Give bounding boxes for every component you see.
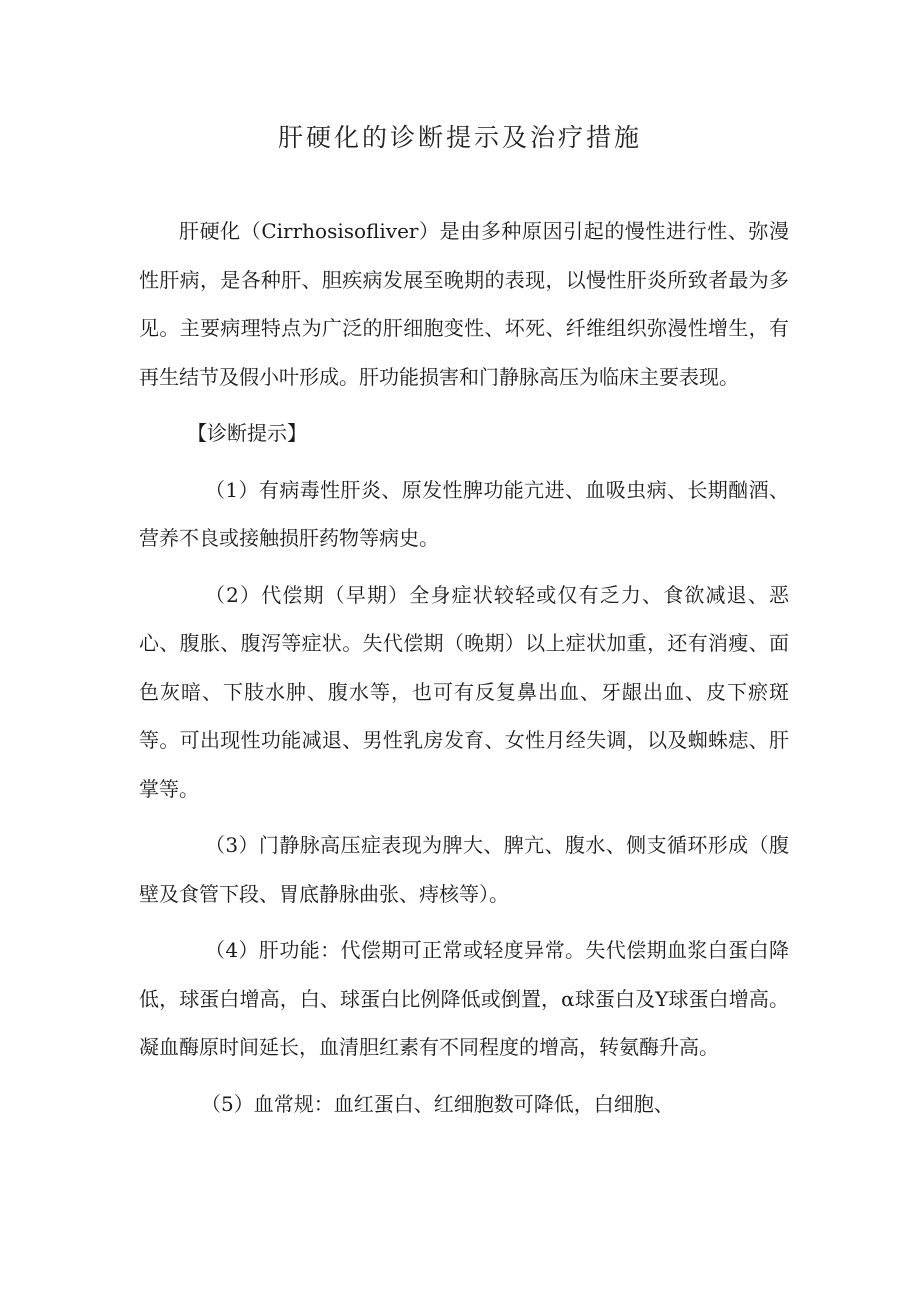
diagnosis-item: （3）门静脉高压症表现为脾大、脾亢、腹水、侧支循环形成（腹壁及食管下段、胃底静脉曲张、痔核等）。 (139, 833, 789, 906)
diagnosis-item: （1）有病毒性肝炎、原发性脾功能亢进、血吸虫病、长期酗酒、营养不良或接触损肝药物等病史。 (139, 477, 789, 550)
document-title: 肝硬化的诊断提示及治疗措施 (277, 123, 642, 152)
document-body (139, 207, 789, 1136)
diagnosis-item: （4）肝功能：代偿期可正常或轻度异常。失代偿期血浆白蛋白降低，球蛋白增高，白、球蛋白比例降低或倒置，α球蛋白及Y球蛋白增高。凝血酶原时间延长，血清胆红素有不同程度的增高，转氨酶升高。 (139, 938, 789, 1059)
diagnosis-item: （2）代偿期（早期）全身症状较轻或仅有乏力、食欲减退、恶心、腹胀、腹泻等症状。失代偿期（晚期）以上症状加重，还有消瘦、面色灰暗、下肢水肿、腹水等，也可有反复鼻出血、牙龈出血、皮下瘀斑等。可出现性功能减退、男性乳房发育、女性月经失调，以及蜘蛛痣、肝掌等。 (139, 582, 789, 801)
section-heading-diagnosis: 【诊断提示】 (187, 421, 307, 445)
diagnosis-item: （5）血常规：血红蛋白、红细胞数可降低，白细胞、 (201, 1091, 674, 1116)
intro-paragraph: 肝硬化（Cirrhosisofliver）是由多种原因引起的慢性进行性、弥漫性肝病，是各种肝、胆疾病发展至晚期的表现，以慢性肝炎所致者最为多见。主要病理特点为广泛的肝细胞变性、坏死、纤维组织弥漫性增生，有再生结节及假小叶形成。肝功能损害和门静脉高压为临床主要表现。 (139, 219, 789, 389)
